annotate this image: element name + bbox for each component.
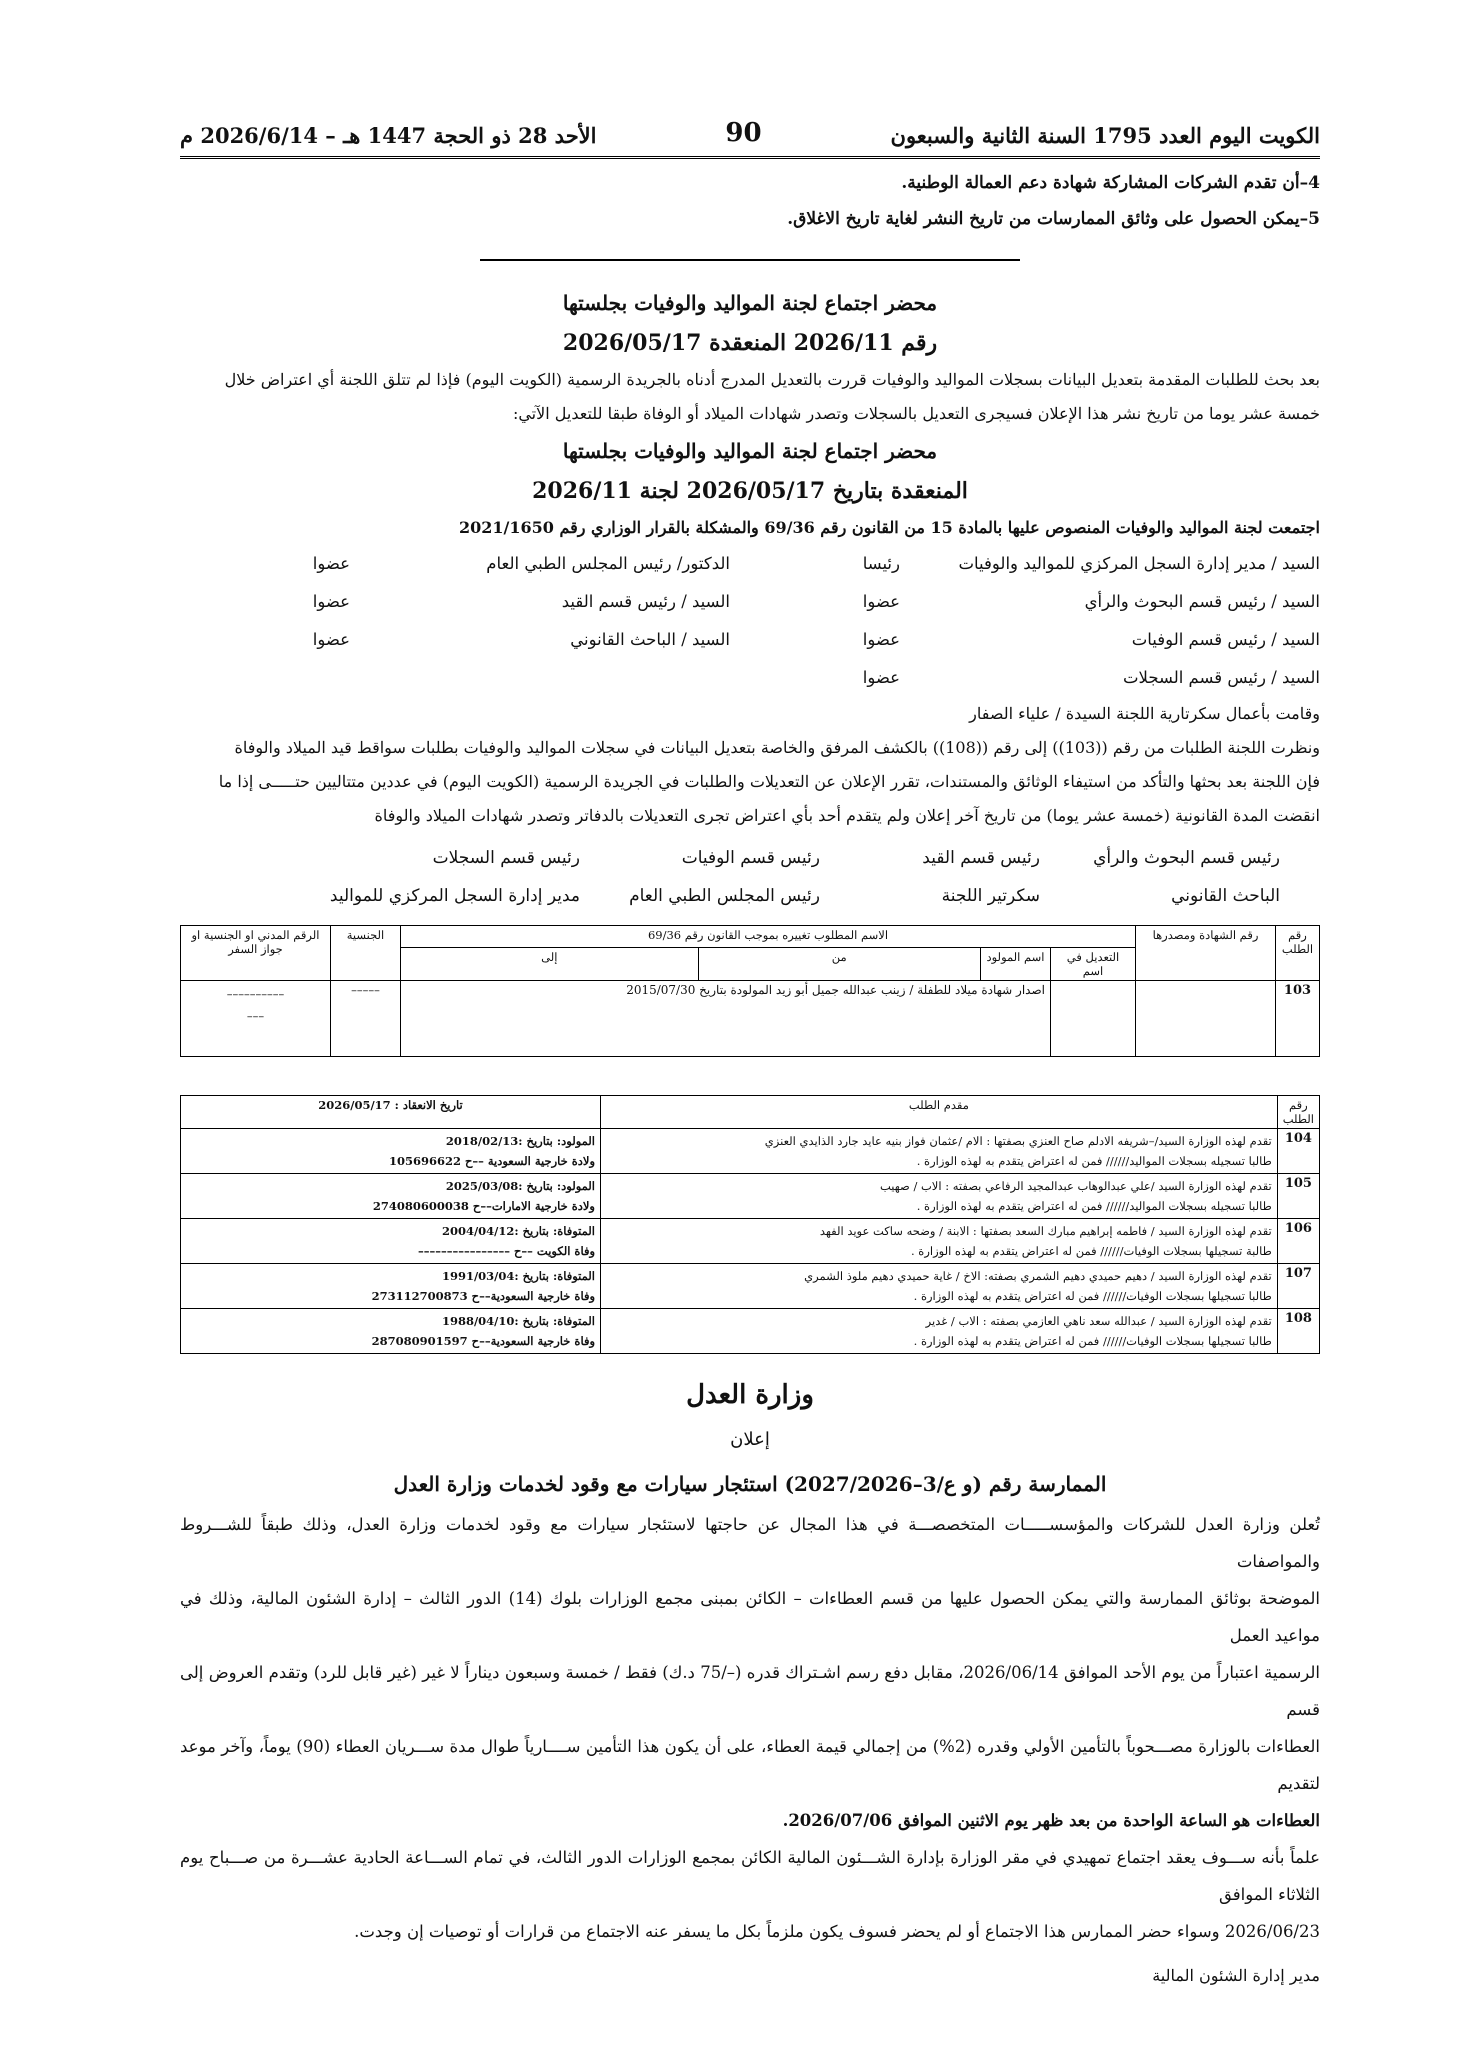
page-number: 90 [725, 118, 762, 148]
practice-title: الممارسة رقم (و ع/3–2027/2026) استئجار سيارات مع وقود لخدمات وزارة العدل [393, 1472, 1107, 1496]
request-line: طالبا تسجيلها بسجلات الوفيات////// فمن له اعتراض يتقدم به لهذه الوزارة . [913, 1334, 1272, 1348]
col-request-no: رقم الطلب [1277, 1096, 1319, 1129]
signature-title: رئيس قسم السجلات [432, 848, 580, 868]
row-no: 106 [1277, 1219, 1319, 1264]
table-row [181, 1219, 1320, 1264]
signature-title: مدير إدارة الشئون المالية [1152, 1966, 1320, 1985]
col-modification-in: التعديل في اسم [1051, 948, 1136, 981]
row-no: 105 [1277, 1174, 1319, 1219]
cell-civil-id [181, 981, 331, 1057]
row-date [181, 1174, 601, 1219]
col-cert-no: رقم الشهادة ومصدرها [1136, 926, 1276, 981]
minutes-title-2: محضر اجتماع لجنة المواليد والوفيات بجلستها [562, 439, 938, 463]
row-date [181, 1264, 601, 1309]
signature-title: رئيس قسم البحوث والرأي [1093, 848, 1280, 868]
row-applicant [601, 1309, 1278, 1354]
date-line: المولود: بتاريخ :2025/03/08 [445, 1179, 595, 1193]
cell-request-no: 103 [1276, 981, 1320, 1057]
cell-cert-no [1136, 981, 1276, 1057]
place-line: وفاة خارجية السعودية––ح 287080901597 [371, 1334, 595, 1348]
issue-info: الكويت اليوم العدد 1795 السنة الثانية والسبعون [890, 123, 1320, 148]
member-name: السيد / رئيس قسم الوفيات [1131, 630, 1320, 649]
meeting-statement: اجتمعت لجنة المواليد والوفيات المنصوص عليها بالمادة 15 من القانون رقم 69/36 والمشكلة بالقرار الوزاري رقم 2021/1650 [458, 518, 1320, 537]
paragraph-line: تُعلن وزارة العدل للشركات والمؤسســـــات المتخصصـــة في هذا المجال عن حاجتها لاستئجار سيارات مع وقود لخدمات وزارة العدل، وذلك طبقاً للشـــروط والمواصفات [180, 1515, 1320, 1571]
committee-members [180, 545, 1320, 697]
paragraph-line: علماً بأنه ســـوف يعقد اجتماع تمهيدي في مقر الوزارة بإدارة الشـــئون المالية الكائن بمجمع الوزارات الدور الثالث، في تمام الســـاعة الحادية عشـــرة من صـــباح يوم الثلاثاء الموافق [180, 1848, 1320, 1904]
minutes-title: محضر اجتماع لجنة المواليد والوفيات بجلستها [562, 291, 938, 315]
civil-id-dashes: ––– [246, 1009, 265, 1023]
date-line: المتوفاة: بتاريخ :1988/04/10 [441, 1314, 595, 1328]
applicant-line: تقدم لهذه الوزارة السيد/–شريفه الادلم صاح العنزي بصفتها : الام /عثمان فواز بنيه عايد جارد الذايدي العنزي [764, 1134, 1272, 1148]
row-applicant [601, 1174, 1278, 1219]
signatures [180, 839, 1320, 915]
row-no: 104 [1277, 1129, 1319, 1174]
row-no: 107 [1277, 1264, 1319, 1309]
member-role: رئيسا [862, 554, 900, 573]
review-line3: انقضت المدة القانونية (خمسة عشر يوما) من تاريخ آخر إعلان ولم يتقدم أحد بأي اعتراض تجرى التعديلات بالدفاتر وتصدر شهادات الميلاد والوفاة [374, 806, 1320, 825]
applicant-line: تقدم لهذه الوزارة السيد / فاطمه إبراهيم مبارك السعد بصفتها : الابنة / وضحه ساكت عويد الفهد [819, 1224, 1272, 1238]
row-applicant [601, 1264, 1278, 1309]
signature-title: الباحث القانوني [1171, 886, 1280, 906]
member-name: السيد / مدير إدارة السجل المركزي للمواليد والوفيات [958, 554, 1320, 573]
paragraph-line: الرسمية اعتباراً من يوم الأحد الموافق 2026/06/14، مقابل دفع رسم اشـتراك قدره (–/75 د.ك) فقط / خمسة وسبعون ديناراً لا غير (غير قابل للرد) وتقدم العروض إلى قسم [180, 1663, 1320, 1719]
col-nationality: الجنسية [331, 926, 401, 981]
minutes-intro-line2: خمسة عشر يوما من تاريخ نشر هذا الإعلان فسيجرى التعديل بالسجلات وتصدر شهادات الميلاد أو الوفاة طبقا للتعديل الآتي: [512, 404, 1320, 423]
member-name: السيد / رئيس قسم السجلات [1122, 668, 1320, 687]
paragraph-line: العطاءات هو الساعة الواحدة من بعد ظهر يوم الاثنين الموافق 2026/07/06. [782, 1811, 1320, 1830]
member-role: عضوا [312, 592, 350, 611]
paragraph-line: العطاءات بالوزارة مصـــحوباً بالتأمين الأولي وقدره (2%) من إجمالي قيمة العطاء، على أن يكون هذا التأمين ســــارياً طوال مدة ســـريان العطاء (90) يوماً، وآخر موعد لتقديم [180, 1737, 1320, 1793]
signature-title: سكرتير اللجنة [941, 886, 1040, 906]
item-4: 4–أن تقدم الشركات المشاركة شهادة دعم العمالة الوطنية. [901, 173, 1320, 193]
place-line: وفاة الكويت ––ح –––––––––––––––– [418, 1244, 595, 1258]
member-role: عضوا [862, 668, 900, 687]
table-row [181, 1174, 1320, 1219]
request-line: طالبا تسجيله بسجلات المواليد////// فمن له اعتراض يتقدم به لهذه الوزارة . [916, 1154, 1272, 1168]
announcement-label: إعلان [730, 1429, 770, 1450]
section-divider [480, 259, 1020, 261]
member-role [200, 659, 350, 697]
member-name: الدكتور/ رئيس المجلس الطبي العام [486, 554, 730, 573]
previous-notice-tail [180, 165, 1320, 237]
paragraph-line: الموضحة بوثائق الممارسة والتي يمكن الحصول عليها من قسم العطاءات – الكائن بمبنى مجمع الوزارات بلوك (14) الدور الثالث – إدارة الشئون المالية، وذلك في مواعيد العمل [180, 1589, 1321, 1645]
col-from: من [698, 948, 980, 981]
secretary-line: وقامت بأعمال سكرتارية اللجنة السيدة / علياء الصفار [969, 704, 1320, 723]
signature-title: رئيس قسم القيد [922, 848, 1040, 868]
member-name: السيد / الباحث القانوني [570, 630, 730, 649]
col-civil-id: الرقم المدني او الجنسية او جواز السفر [181, 926, 331, 981]
row-no: 108 [1277, 1309, 1319, 1354]
row-date [181, 1309, 601, 1354]
member-role: عضوا [312, 630, 350, 649]
date-line: المولود: بتاريخ :2018/02/13 [445, 1134, 595, 1148]
table-row [181, 1129, 1320, 1174]
col-name-group: الاسم المطلوب تغييره بموجب القانون رقم 69/36 [401, 926, 1136, 948]
cell-nationality: ––––– [331, 981, 401, 1057]
request-line: طالبا تسجيلها بسجلات الوفيات////// فمن له اعتراض يتقدم به لهذه الوزارة . [913, 1289, 1272, 1303]
applicant-line: تقدم لهذه الوزارة السيد /علي عبدالوهاب عبدالمجيد الرفاعي بصفته : الاب / صهيب [879, 1179, 1272, 1193]
gazette-page [180, 118, 1320, 1985]
col-newborn-name: اسم المولود [981, 948, 1051, 981]
table-row [181, 1264, 1320, 1309]
modifications-table [180, 925, 1320, 1057]
practice-paragraph-1 [180, 1506, 1320, 1839]
member-name: السيد / رئيس قسم البحوث والرأي [1084, 592, 1320, 611]
paragraph-line: 2026/06/23 وسواء حضر الممارس هذا الاجتماع أو لم يحضر فسوف يكون ملزماً بكل ما يسفر عنه الاجتماع من قرارات أو توصيات إن وجدت. [354, 1922, 1320, 1941]
review-line2: فإن اللجنة بعد بحثها والتأكد من استيفاء الوثائق والمستندات، تقرر الإعلان عن التعديلات والطلبات في الجريدة الرسمية (الكويت اليوم) في عددين متتاليين حتـــــى إذا ما [218, 772, 1320, 791]
signature-title: رئيس قسم الوفيات [681, 848, 820, 868]
date-line: المتوفاة: بتاريخ :2004/04/12 [441, 1224, 595, 1238]
practice-paragraph-2 [180, 1839, 1320, 1950]
row-applicant [601, 1129, 1278, 1174]
minutes-intro-line1: بعد بحث للطلبات المقدمة بتعديل البيانات بسجلات المواليد والوفيات قررت بالتعديل المدرج أدناه بالجريدة الرسمية (الكويت اليوم) فإذا لم تتلق اللجنة أي اعتراض خلال [224, 370, 1320, 389]
col-applicant: مقدم الطلب [601, 1096, 1278, 1129]
member-name [350, 659, 730, 697]
review-line1: ونظرت اللجنة الطلبات من رقم ((103)) إلى رقم ((108)) بالكشف المرفق والخاصة بتعديل البيانات في سجلات المواليد والوفيات بطلبات سواقط قيد الميلاد والوفاة [234, 738, 1320, 757]
applicant-line: تقدم لهذه الوزارة السيد / دهيم حميدي دهيم الشمري بصفته: الاخ / غاية حميدي دهيم ملوذ الشمري [804, 1269, 1272, 1283]
member-role: عضوا [862, 592, 900, 611]
table-row [181, 1309, 1320, 1354]
minutes-date: المنعقدة بتاريخ 2026/05/17 لجنة 2026/11 [532, 478, 968, 504]
item-5: 5–يمكن الحصول على وثائق الممارسات من تاريخ النشر لغاية تاريخ الاغلاق. [787, 209, 1320, 229]
issue-date: الأحد 28 ذو الحجة 1447 هـ – 2026/6/14 م [180, 123, 597, 148]
col-meeting-date: تاريخ الانعقاد : 2026/05/17 [181, 1096, 601, 1129]
date-line: المتوفاة: بتاريخ :1991/03/04 [441, 1269, 595, 1283]
page-header [180, 118, 1320, 159]
applicant-line: تقدم لهذه الوزارة السيد / عبدالله سعد ناهي العازمي بصفته : الاب / غدير [925, 1314, 1272, 1328]
signature-title: رئيس المجلس الطبي العام [629, 886, 820, 906]
col-to: إلى [401, 948, 699, 981]
col-request-no: رقم الطلب [1276, 926, 1320, 981]
minutes-number: رقم 2026/11 المنعقدة 2026/05/17 [562, 330, 938, 356]
row-applicant [601, 1219, 1278, 1264]
row-date [181, 1129, 601, 1174]
requests-table [180, 1095, 1320, 1354]
place-line: وفاة خارجية السعودية––ح 273112700873 [371, 1289, 595, 1303]
member-role: عضوا [862, 630, 900, 649]
place-line: ولادة خارجية السعودية ––ح 105696622 [388, 1154, 595, 1168]
ministry-name: وزارة العدل [686, 1380, 814, 1410]
place-line: ولادة خارجية الامارات––ح 274080600038 [372, 1199, 595, 1213]
request-line: طالبا تسجيله بسجلات المواليد////// فمن له اعتراض يتقدم به لهذه الوزارة . [916, 1199, 1272, 1213]
cell-request-text: اصدار شهادة ميلاد للطفلة / زينب عبدالله جميل أبو زيد المولودة بتاريخ 2015/07/30 [401, 981, 1051, 1057]
signature-title: مدير إدارة السجل المركزي للمواليد [329, 886, 580, 906]
cell-modification-in [1051, 981, 1136, 1057]
civil-id-dashes: –––––––––– [226, 987, 285, 1001]
member-name: السيد / رئيس قسم القيد [561, 592, 730, 611]
row-date [181, 1219, 601, 1264]
member-role: عضوا [312, 554, 350, 573]
request-line: طالبة تسجيلها بسجلات الوفيات////// فمن له اعتراض يتقدم به لهذه الوزارة . [910, 1244, 1272, 1258]
